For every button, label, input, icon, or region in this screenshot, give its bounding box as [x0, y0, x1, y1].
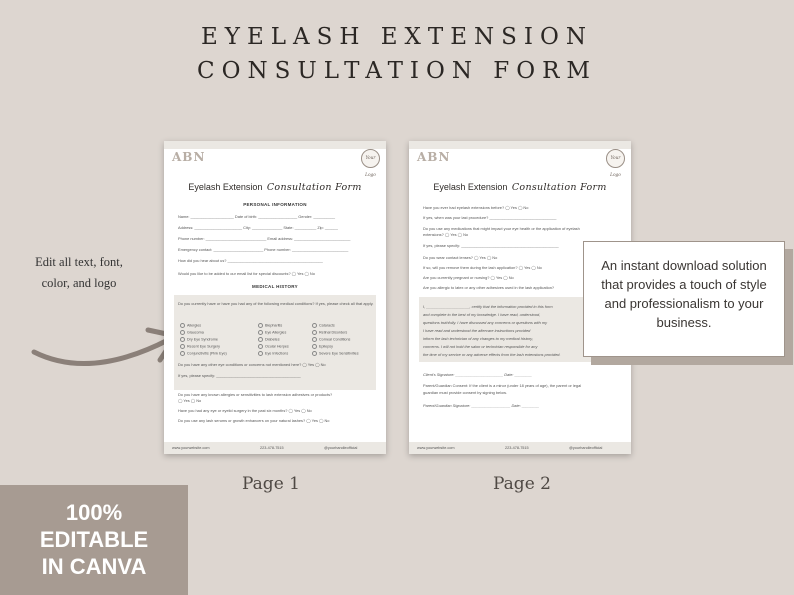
condition-option[interactable]: Blepharitis: [258, 323, 282, 328]
condition-option[interactable]: Dry Eye Syndrome: [180, 337, 218, 342]
form-row: Are you allergic to latex or any other adhesives used in the lash application?: [423, 285, 555, 290]
form-title: [164, 177, 386, 195]
condition-option[interactable]: Retinal Disorders: [312, 330, 347, 335]
form-title-plain: Eyelash Extension: [188, 182, 263, 192]
consent-line: I, ____________________, certify that the information provided in this form: [423, 304, 553, 309]
consent-line: and complete to the best of my knowledge. I have read, understood,: [423, 312, 541, 317]
badge-line: EDITABLE: [39, 527, 149, 552]
form-row: Are you currently pregnant or nursing? ◯ Yes ◯ No: [423, 275, 514, 280]
callout-text: An instant download solution that provides a touch of style and professionalism to your business.: [601, 258, 767, 330]
page-2-label: Page 2: [493, 474, 551, 494]
form-row: Have you ever had eyelash extensions before? ◯ Yes ◯ No: [423, 205, 529, 210]
condition-option[interactable]: Eye Infections: [258, 351, 288, 356]
editable-badge: [0, 485, 188, 595]
edit-note: Edit all text, font, color, and logo: [35, 255, 123, 290]
form-row: Have you had any eye or eyelid surgery in the past six months? ◯ Yes ◯ No: [178, 408, 312, 413]
consent-line: I have read and understood the aftercare instructions provided: [423, 328, 531, 333]
form-row: Do you have any known allergies or sensitivities to lash extension adhesives or products?: [178, 392, 333, 397]
page-top-band: [409, 141, 631, 149]
page-1-label: Page 1: [242, 474, 300, 494]
logo: ABN: [417, 150, 451, 164]
footer-phone: 223-478-7515: [260, 446, 284, 450]
condition-option[interactable]: Severe Eye Sensitivities: [312, 351, 359, 356]
form-row: Name: ____________________ Date of birth: __________________ Gender: __________: [178, 214, 336, 219]
signature-row: guardian must provide consent by signing below.: [423, 390, 507, 395]
section-personal-info: PERSONAL INFORMATION: [243, 202, 307, 207]
condition-option[interactable]: Recent Eye Surgery: [180, 344, 220, 349]
form-row: Would you like to be added to our email list for special discounts? ◯ Yes ◯ No: [178, 271, 315, 276]
footer-website: www.yourwebsite.com: [417, 446, 455, 450]
footer-website: www.yourwebsite.com: [172, 446, 210, 450]
form-row: If yes, when was your last procedure? _______________________________: [423, 215, 557, 220]
form-title-plain: Eyelash Extension: [433, 182, 508, 192]
condition-option[interactable]: Epilepsy: [312, 344, 333, 349]
condition-option[interactable]: Corneal Conditions: [312, 337, 350, 342]
feature-callout: [583, 241, 785, 357]
form-row: Do you use any lash serums or growth enhancers on your natural lashes? ◯ Yes ◯ No: [178, 418, 330, 423]
condition-option[interactable]: Diabetes: [258, 337, 280, 342]
condition-option[interactable]: Ocular Herpes: [258, 344, 289, 349]
medical-question: Do you currently have or have you had any of the following medical conditions? If yes, please check all that apply.: [178, 301, 374, 306]
condition-option[interactable]: Glaucoma: [180, 330, 204, 335]
condition-option[interactable]: Allergies: [180, 323, 201, 328]
badge-line: IN CANVA: [41, 554, 147, 579]
form-title-script: Consultation Form: [266, 182, 362, 193]
signature-row: Parent/Guardian Signature: __________________ Date: ________: [423, 403, 540, 408]
condition-option[interactable]: Eye Allergies: [258, 330, 286, 335]
page-top-band: [164, 141, 386, 149]
form-page-1: [164, 141, 386, 454]
form-row: Emergency contact: _______________________ Phone number: __________________________: [178, 247, 349, 252]
condition-option[interactable]: Conjunctivitis (Pink Eye): [180, 351, 227, 356]
condition-option[interactable]: Cataracts: [312, 323, 335, 328]
badge-line: 100%: [65, 500, 123, 525]
signature-row: Client's Signature: ______________________ Date: ________: [423, 372, 532, 377]
consent-line: concerns. I will not hold the salon or technician responsible for any: [423, 344, 538, 349]
form-row: Address: ______________________ City: ______________ State: __________ Zip: ______: [178, 225, 338, 230]
form-row: If so, will you remove them during the lash application? ◯ Yes ◯ No: [423, 265, 542, 270]
form-row: Phone number: ____________________________ Email address: __________________________: [178, 236, 351, 241]
signature-row: Parent/Guardian Consent: If the client is a minor (under 18 years of age), the parent or legal: [423, 383, 582, 388]
page-footer: [164, 442, 386, 454]
seal-logo: Your Logo: [361, 149, 380, 168]
title-line-1: EYELASH EXTENSION: [200, 24, 593, 50]
page-footer: [409, 442, 631, 454]
form-title-script: Consultation Form: [511, 182, 607, 193]
form-row: Do you have any other eye conditions or concerns not mentioned here? ◯ Yes ◯ No: [178, 362, 326, 367]
form-row: extensions? ◯ Yes ◯ No: [423, 232, 469, 237]
footer-handle: @yourhandleofficial: [569, 446, 603, 450]
curved-arrow-icon: [30, 318, 180, 378]
form-row: Do you wear contact lenses? ◯ Yes ◯ No: [423, 255, 498, 260]
consent-line: the time of my service or any adverse effects from the lash extensions provided.: [423, 352, 561, 357]
form-row: ◯ Yes ◯ No: [178, 398, 202, 403]
form-row: If yes, please specify: _____________________________________________: [423, 243, 559, 248]
logo: ABN: [172, 150, 206, 164]
form-row: How did you hear about us? ____________________________________________: [178, 258, 323, 263]
footer-handle: @yourhandleofficial: [324, 446, 358, 450]
form-title: [409, 177, 631, 195]
title-line-2: CONSULTATION FORM: [197, 58, 597, 84]
consent-line: inform the lash technician of any changes to my medical history,: [423, 336, 533, 341]
footer-phone: 223-478-7515: [505, 446, 529, 450]
form-row: Do you use any medications that might impact your eye health or the application of eyelash: [423, 226, 580, 231]
section-medical-history: MEDICAL HISTORY: [252, 284, 298, 289]
consent-line: questions truthfully. I have discussed any concerns or questions with my: [423, 320, 548, 325]
seal-logo: Your Logo: [606, 149, 625, 168]
form-row: If yes, please specify: _______________________________________: [178, 373, 301, 378]
